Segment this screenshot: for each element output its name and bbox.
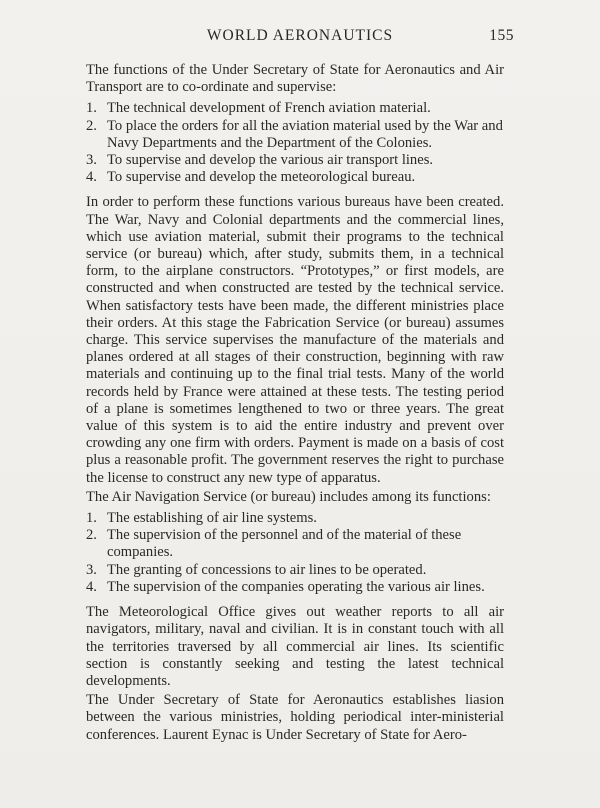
list-item-text: To supervise and develop the meteorological bureau. <box>107 169 416 186</box>
list-item <box>86 100 504 117</box>
list-item-text: The granting of concessions to air lines to be operated. <box>107 561 427 578</box>
list-item-number: 3. <box>86 561 97 578</box>
page-body <box>86 62 504 744</box>
paragraph-bureaus: In order to perform these functions various bureaus have been created. The War, Navy and Colonial departments and the commercial lines, which use aviation material, submit their programs to the technical service (or bureau) which, after study, submits them, in a technical form, to the airplane constructors. “Prototypes,” or first models, are constructed and when constructed are tested by the technical service. When satisfactory tests have been made, the different ministries place their orders. At this stage the Fabrication Service (or bureau) assumes charge. This service supervises the manufacture of the materials and planes ordered at all stages of their construction, beginning with raw materials and continuing up to the final trial tests. Many of the world records held by France were attained at these tests. The testing period of a plane is sometimes lengthened to two or three years. The great value of this system is to aid the entire industry and prevent over crowding any one firm with orders. Payment is made on a basis of cost plus a reasonable profit. The government reserves the right to purchase the license to construct any new type of apparatus. <box>86 194 504 486</box>
running-title: WORLD AERONAUTICS <box>206 27 394 44</box>
list-item <box>86 527 504 561</box>
page-number: 155 <box>489 27 514 44</box>
list-item-number: 1. <box>86 100 97 117</box>
paragraph-liaison: The Under Secretary of State for Aeronautics establishes liasion between the various ministries, holding periodical inter-ministerial conferences. Laurent Eynac is Under Secretary of State for Aero- <box>86 692 504 743</box>
paragraph-functions-intro: The functions of the Under Secretary of State for Aeronautics and Air Transport are to co-ordinate and supervise: <box>86 62 504 96</box>
list-item-text: The technical development of French aviation material. <box>107 100 431 117</box>
air-navigation-list <box>86 510 504 596</box>
list-item-text: To place the orders for all the aviation material used by the War and Navy Departments and the Department of the Colonies. <box>107 117 503 151</box>
list-item <box>86 510 504 527</box>
list-item-text: To supervise and develop the various air transport lines. <box>107 152 434 169</box>
list-item-number: 3. <box>86 152 97 169</box>
list-item-text: The supervision of the personnel and of the material of these companies. <box>107 527 462 561</box>
list-item-text: The establishing of air line systems. <box>107 510 317 527</box>
list-item-number: 4. <box>86 169 97 186</box>
list-item-text: The supervision of the companies operating the various air lines. <box>107 578 485 595</box>
list-item-number: 2. <box>86 527 97 544</box>
functions-list <box>86 100 504 186</box>
list-item-number: 2. <box>86 117 97 134</box>
list-item <box>86 169 504 186</box>
paragraph-meteorological: The Meteorological Office gives out weather reports to all air navigators, military, naval and civilian. It is in constant touch with all the territories traversed by all commercial air lines. Its scientific section is constantly seeking and testing the latest technical developments. <box>86 604 504 689</box>
list-item <box>86 562 504 579</box>
list-item <box>86 579 504 596</box>
page-header <box>86 27 514 49</box>
list-item-number: 1. <box>86 510 97 527</box>
paragraph-air-navigation: The Air Navigation Service (or bureau) includes among its functions: <box>86 488 491 505</box>
list-item <box>86 152 504 169</box>
list-item <box>86 118 504 152</box>
list-item-number: 4. <box>86 578 97 595</box>
